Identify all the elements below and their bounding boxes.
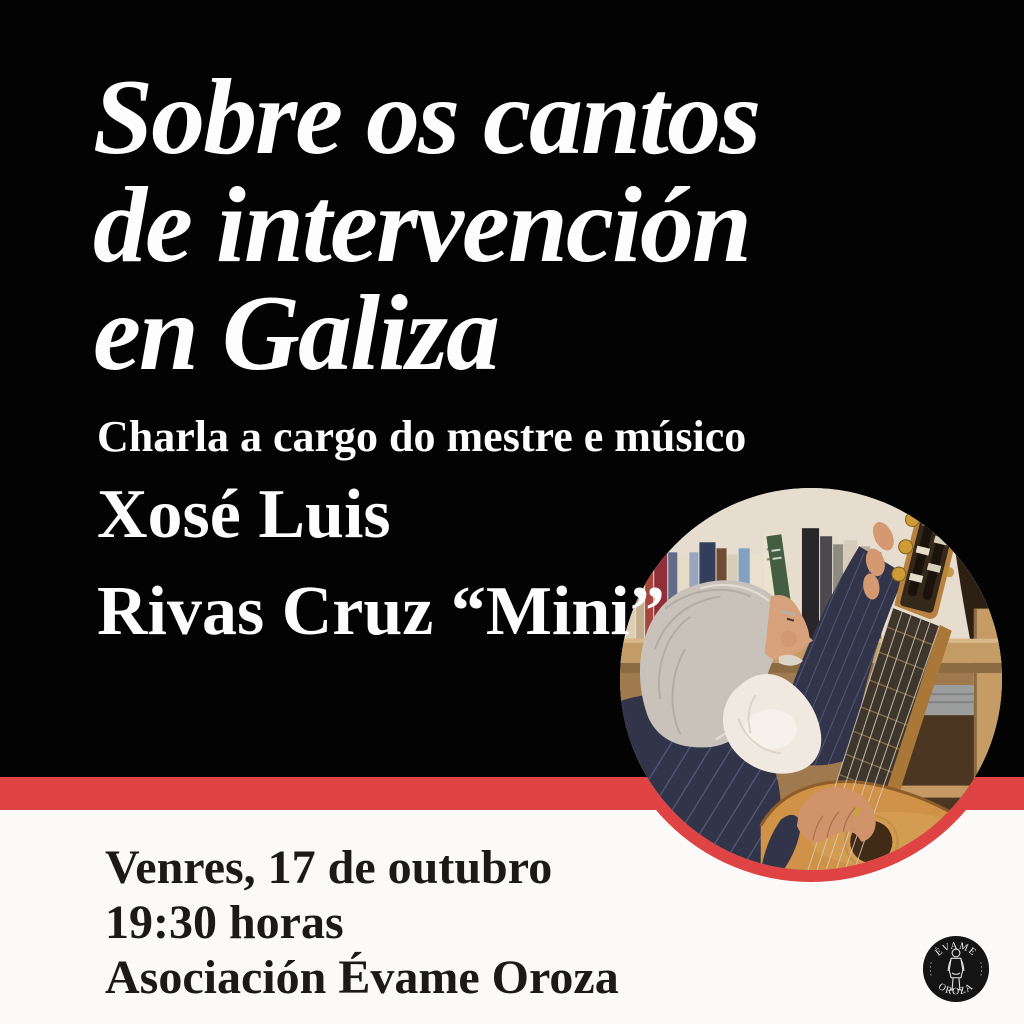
event-details bbox=[105, 840, 619, 1005]
event-time: 19:30 horas bbox=[105, 896, 344, 949]
title-line-3: en Galiza bbox=[93, 274, 499, 393]
speaker-name-line-1: Xosé Luis bbox=[97, 476, 391, 553]
title-line-1: Sobre os cantos bbox=[93, 58, 760, 177]
speaker-name bbox=[97, 466, 665, 660]
poster-title bbox=[93, 58, 760, 393]
logo-arc-top-text: ÉVAME bbox=[933, 940, 979, 959]
association-logo bbox=[921, 934, 991, 1004]
photo-warm-tint bbox=[620, 488, 1002, 870]
speaker-photo-circle bbox=[620, 488, 1002, 870]
speaker-name-line-2: Rivas Cruz “Mini” bbox=[97, 573, 665, 650]
event-venue: Asociación Évame Oroza bbox=[105, 951, 619, 1004]
logo-arc-bottom-text: OROZA bbox=[936, 980, 976, 998]
title-line-2: de intervención bbox=[93, 166, 750, 285]
speaker-photo-illustration bbox=[620, 488, 1002, 870]
event-date: Venres, 17 de outubro bbox=[105, 841, 553, 894]
poster-subtitle: Charla a cargo do mestre e músico bbox=[97, 412, 747, 461]
